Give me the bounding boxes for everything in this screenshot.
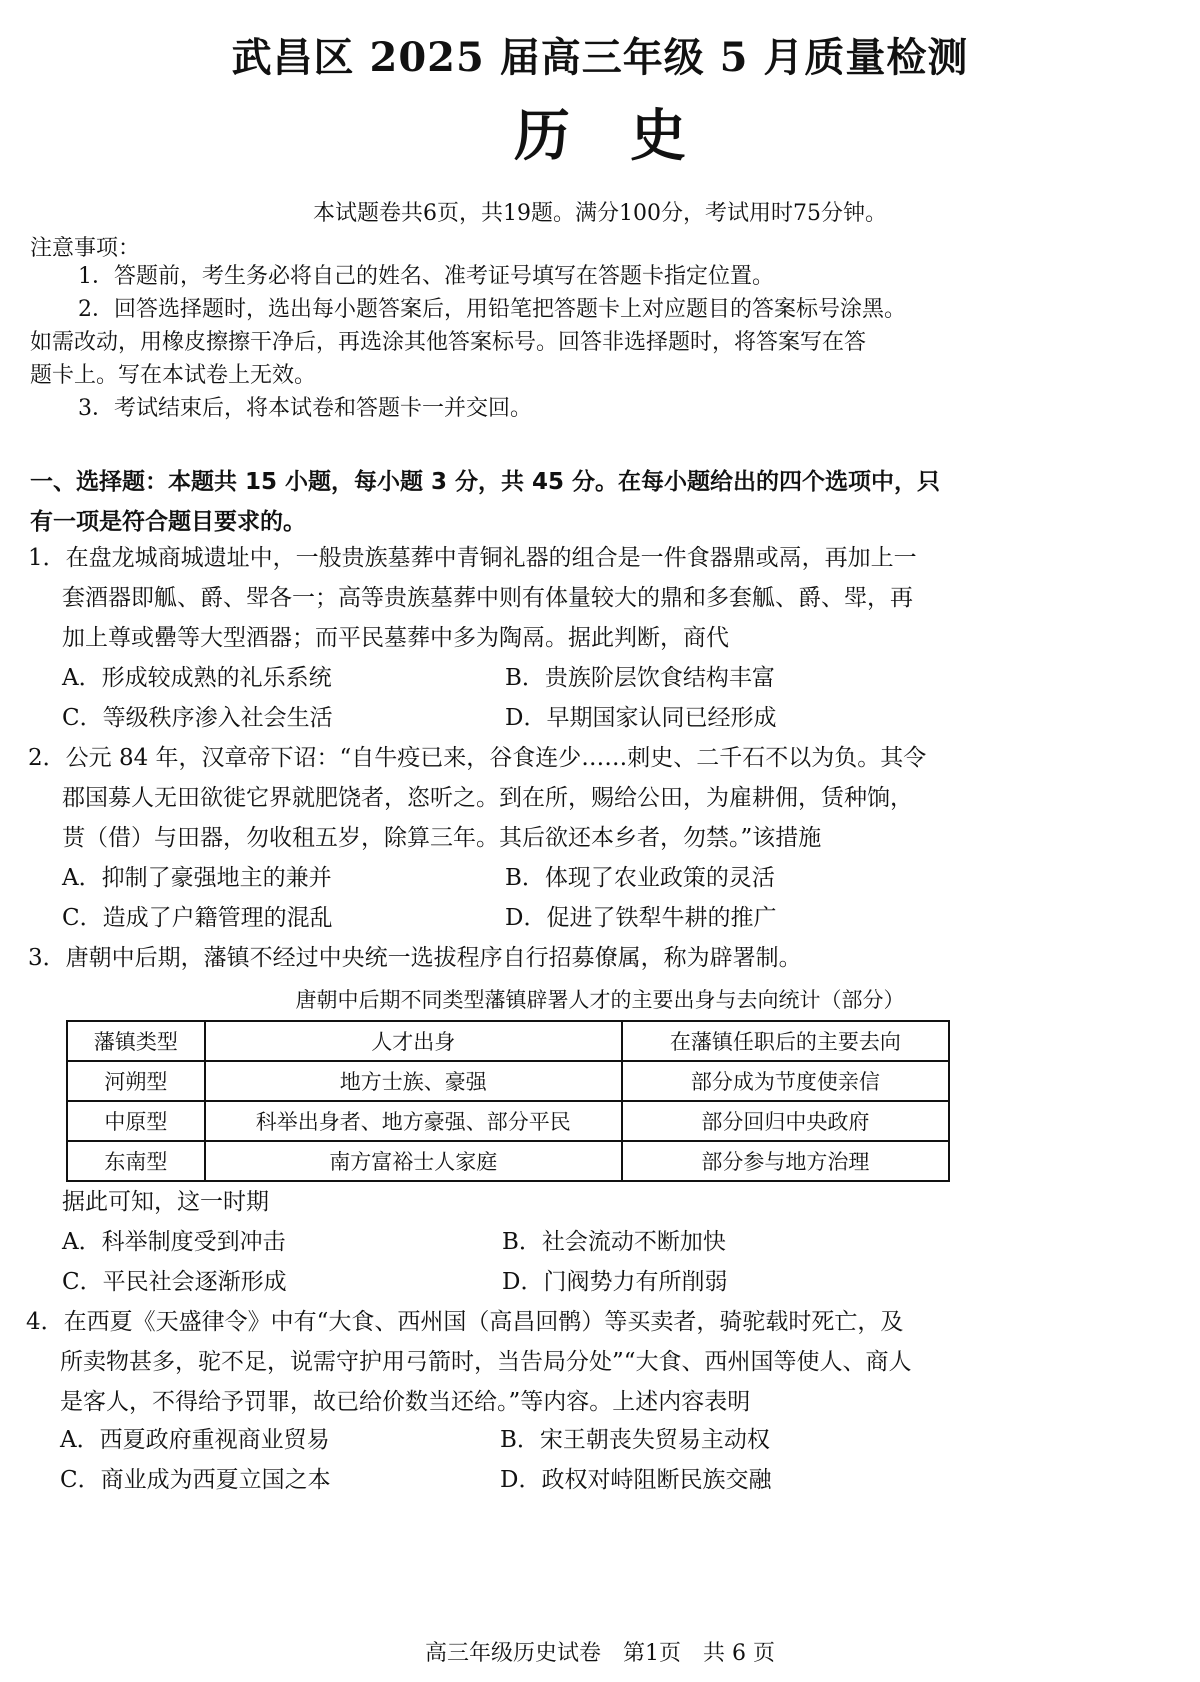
question-4-option-c: C．商业成为西夏立国之本: [60, 1467, 331, 1493]
table-cell: 南方富裕士人家庭: [205, 1141, 622, 1181]
table-cell: 东南型: [67, 1141, 205, 1181]
exam-title: 武昌区 2025 届高三年级 5 月质量检测: [231, 34, 969, 81]
table-header-row: [67, 1021, 949, 1061]
question-1-option-c: C．等级秩序渗入社会生活: [62, 705, 333, 731]
question-3-option-b: B．社会流动不断加快: [502, 1229, 726, 1255]
note-line: 3．考试结束后，将本试卷和答题卡一并交回。: [78, 396, 532, 421]
question-3-option-c: C．平民社会逐渐形成: [62, 1269, 287, 1295]
statistics-table: [66, 1020, 950, 1182]
question-4-option-d: D．政权对峙阻断民族交融: [500, 1467, 772, 1493]
question-3-line: 3．唐朝中后期，藩镇不经过中央统一选拔程序自行招募僚属，称为辟署制。: [28, 945, 802, 971]
note-line: 题卡上。写在本试卷上无效。: [30, 363, 317, 388]
question-1-option-b: B．贵族阶层饮食结构丰富: [505, 665, 775, 691]
table-cell: 部分参与地方治理: [622, 1141, 949, 1181]
table-cell: 科举出身者、地方豪强、部分平民: [205, 1101, 622, 1141]
table-row: [67, 1061, 949, 1101]
question-1-line: 1．在盘龙城商城遗址中，一般贵族墓葬中青铜礼器的组合是一件食器鼎或鬲，再加上一: [28, 545, 917, 571]
question-2-option-d: D．促进了铁犁牛耕的推广: [505, 905, 777, 931]
question-1-line: 加上尊或罍等大型酒器；而平民墓葬中多为陶鬲。据此判断，商代: [62, 625, 729, 651]
question-2-option-c: C．造成了户籍管理的混乱: [62, 905, 333, 931]
question-4-option-b: B．宋王朝丧失贸易主动权: [500, 1427, 770, 1453]
question-4-line: 是客人，不得给予罚罪，故已给价数当还给。”等内容。上述内容表明: [60, 1389, 751, 1415]
section-heading: [30, 462, 940, 542]
table-cell: 部分回归中央政府: [622, 1101, 949, 1141]
table-caption: 唐朝中后期不同类型藩镇辟署人才的主要出身与去向统计（部分）: [295, 988, 905, 1012]
table-row: [67, 1101, 949, 1141]
table-header-cell: 藩镇类型: [67, 1021, 205, 1061]
note-line: 1．答题前，考生务必将自己的姓名、准考证号填写在答题卡指定位置。: [78, 264, 774, 289]
table-cell: 部分成为节度使亲信: [622, 1061, 949, 1101]
table-cell: 地方士族、豪强: [205, 1061, 622, 1101]
question-4-line: 4．在西夏《天盛律令》中有“大食、西州国（高昌回鹘）等买卖者，骑驼载时死亡，及: [26, 1309, 904, 1335]
section-heading-line: 有一项是符合题目要求的。: [30, 509, 306, 535]
note-line: 如需改动，用橡皮擦擦干净后，再选涂其他答案标号。回答非选择题时，将答案写在答: [30, 330, 867, 355]
table-row: [67, 1141, 949, 1181]
question-2-line: 2．公元 84 年，汉章帝下诏：“自牛疫已来，谷食连少……刺史、二千石不以为负。其令: [28, 745, 927, 771]
note-line: 2．回答选择题时，选出每小题答案后，用铅笔把答题卡上对应题目的答案标号涂黑。: [78, 297, 906, 322]
section-heading-line: 一、选择题：本题共 15 小题，每小题 3 分，共 45 分。在每小题给出的四个选项中，只: [30, 469, 941, 495]
table-header-cell: 人才出身: [205, 1021, 622, 1061]
table-cell: 中原型: [67, 1101, 205, 1141]
question-3-option-d: D．门阀势力有所削弱: [502, 1269, 728, 1295]
page-footer: 高三年级历史试卷 第1页 共 6 页: [425, 1641, 775, 1666]
exam-info: 本试题卷共6页，共19题。满分100分，考试用时75分钟。: [313, 201, 887, 226]
question-1-line: 套酒器即觚、爵、斝各一；高等贵族墓葬中则有体量较大的鼎和多套觚、爵、斝，再: [62, 585, 913, 611]
question-1-option-d: D．早期国家认同已经形成: [505, 705, 777, 731]
question-1-option-a: A．形成较成熟的礼乐系统: [62, 665, 332, 691]
table-header-cell: 在藩镇任职后的主要去向: [622, 1021, 949, 1061]
table-cell: 河朔型: [67, 1061, 205, 1101]
question-2-option-a: A．抑制了豪强地主的兼并: [62, 865, 332, 891]
question-2-line: 郡国募人无田欲徙它界就肥饶者，恣听之。到在所，赐给公田，为雇耕佣，赁种饷，: [62, 785, 913, 811]
notes-title: 注意事项：: [30, 236, 141, 261]
question-3-stem-end: 据此可知，这一时期: [62, 1189, 269, 1215]
question-4-line: 所卖物甚多，驼不足，说需守护用弓箭时，当告局分处”“大食、西州国等使人、商人: [60, 1349, 912, 1375]
question-2-line: 贳（借）与田器，勿收租五岁，除算三年。其后欲还本乡者，勿禁。”该措施: [62, 825, 822, 851]
question-3-option-a: A．科举制度受到冲击: [62, 1229, 286, 1255]
question-2-option-b: B．体现了农业政策的灵活: [505, 865, 775, 891]
question-4-option-a: A．西夏政府重视商业贸易: [60, 1427, 330, 1453]
subject-title: 历史: [514, 103, 746, 169]
